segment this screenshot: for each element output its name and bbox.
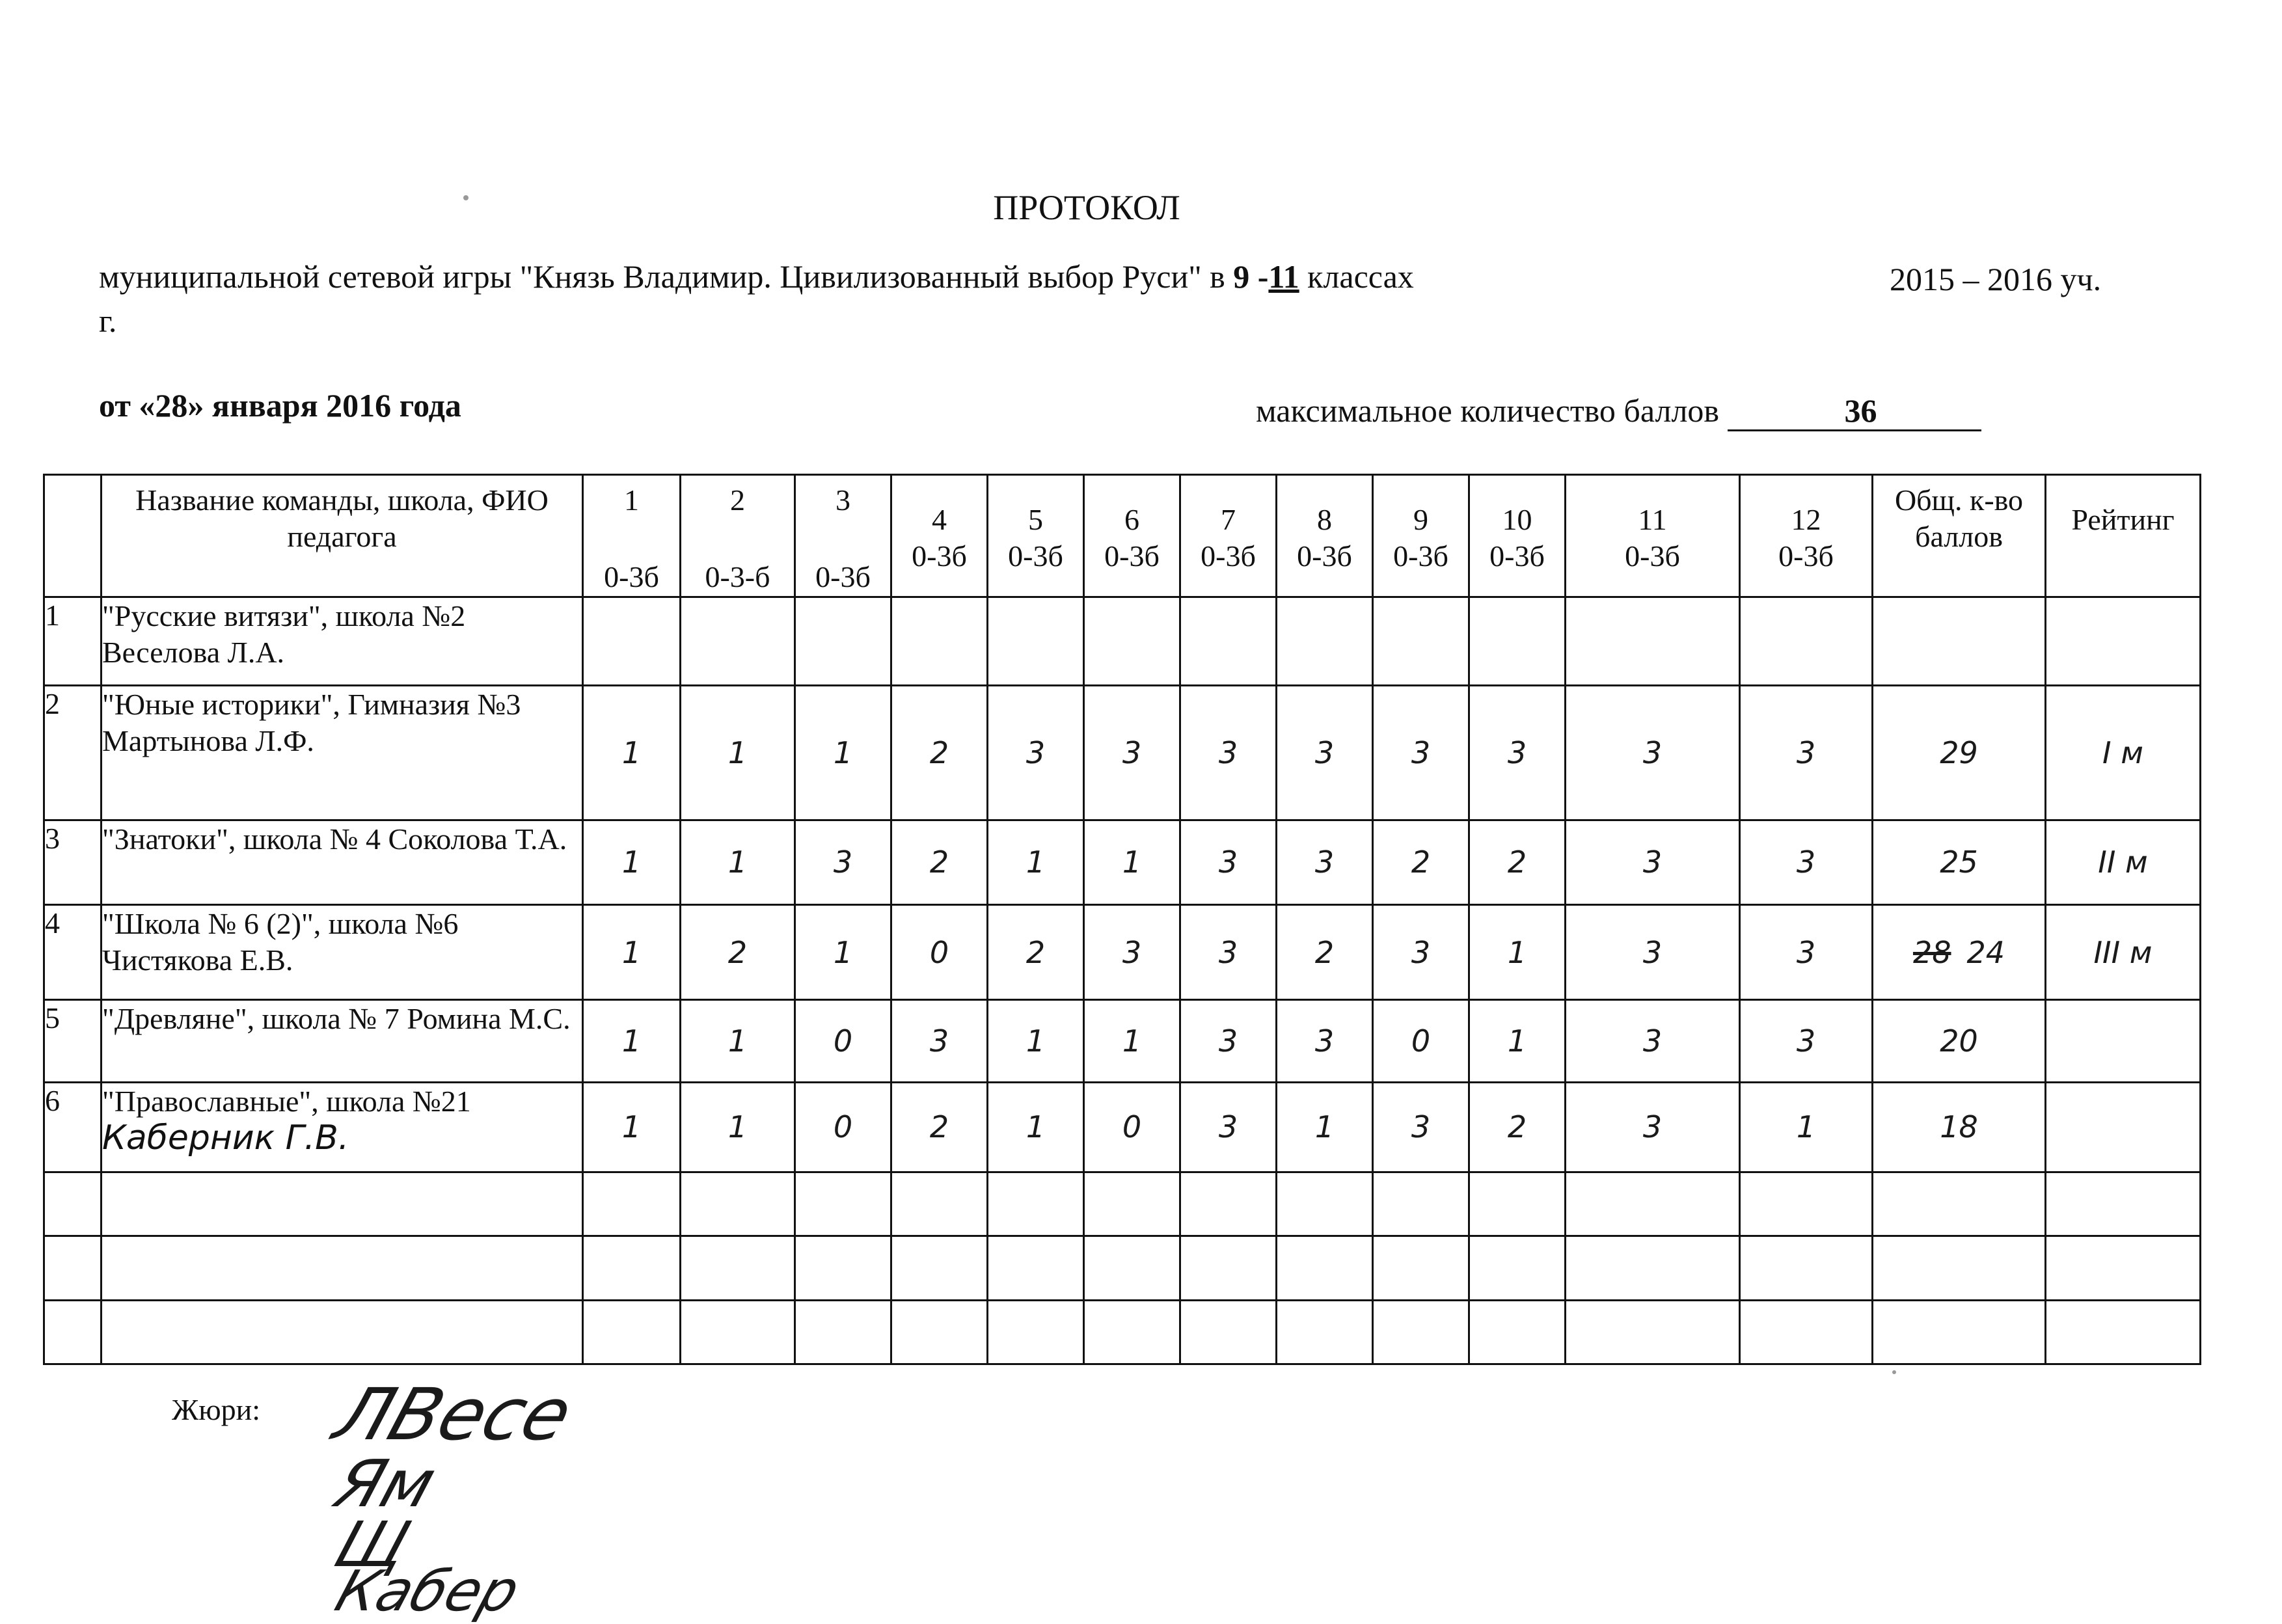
event-subtitle xyxy=(99,258,1414,295)
rating-cell: III м xyxy=(2046,904,2201,999)
header-team: Название команды, школа, ФИО педагога xyxy=(102,475,583,597)
score-q2 xyxy=(681,597,795,685)
total-cell xyxy=(1873,597,2046,685)
header-q2: 2 0-3-б xyxy=(681,475,795,597)
score-q2: 1 xyxy=(681,1000,795,1082)
team-cell: "Православные", школа №21 Каберник Г.В. xyxy=(102,1082,583,1172)
total-value: 25 xyxy=(1940,845,1978,880)
row-number: 4 xyxy=(44,904,102,999)
results-table xyxy=(43,474,2201,1365)
score-q11: 3 xyxy=(1566,904,1740,999)
team-cell: "Древляне", школа № 7 Ромина М.С. xyxy=(102,1000,583,1082)
table-row-empty xyxy=(44,1172,2201,1236)
subtitle-prefix: муниципальной сетевой игры "Князь Владимир. Цивилизованный выбор Руси" в xyxy=(99,258,1234,295)
score-q7: 3 xyxy=(1180,904,1277,999)
score-q1: 1 xyxy=(583,1000,681,1082)
score-q10: 2 xyxy=(1469,820,1566,904)
score-q6: 3 xyxy=(1084,904,1180,999)
rating-cell: I м xyxy=(2046,685,2201,820)
header-q7: 7 0-3б xyxy=(1180,475,1277,597)
score-q12: 3 xyxy=(1740,820,1873,904)
score-q5: 1 xyxy=(988,1000,1084,1082)
score-q11: 3 xyxy=(1566,1082,1740,1172)
score-q5 xyxy=(988,597,1084,685)
handwritten-teacher: Каберник Г.В. xyxy=(102,1118,349,1157)
score-q10 xyxy=(1469,597,1566,685)
score-q7: 3 xyxy=(1180,685,1277,820)
scan-speck xyxy=(1892,1370,1896,1374)
score-q2: 1 xyxy=(681,1082,795,1172)
header-total: Общ. к-во баллов xyxy=(1873,475,2046,597)
score-q1 xyxy=(583,597,681,685)
header-row xyxy=(44,475,2201,597)
max-points xyxy=(1256,392,1981,431)
team-cell: "Юные историки", Гимназия №3 Мартынова Л.Ф. xyxy=(102,685,583,820)
header-q4: 4 0-3б xyxy=(891,475,988,597)
jury-signature: ЛВесе xyxy=(325,1373,582,1456)
score-q1: 1 xyxy=(583,685,681,820)
score-q11: 3 xyxy=(1566,820,1740,904)
academic-years-cont: г. xyxy=(99,303,117,339)
score-q1: 1 xyxy=(583,904,681,999)
header-q1: 1 0-3б xyxy=(583,475,681,597)
score-q7 xyxy=(1180,597,1277,685)
score-q7: 3 xyxy=(1180,820,1277,904)
total-cell xyxy=(1873,685,2046,820)
score-q3: 3 xyxy=(795,820,891,904)
score-q10: 2 xyxy=(1469,1082,1566,1172)
header-q12: 12 0-3б xyxy=(1740,475,1873,597)
jury-signature: Ям xyxy=(325,1446,445,1522)
header-q9: 9 0-3б xyxy=(1373,475,1469,597)
table-row xyxy=(44,904,2201,999)
score-q3: 1 xyxy=(795,685,891,820)
score-q5: 2 xyxy=(988,904,1084,999)
score-q12 xyxy=(1740,597,1873,685)
score-q1: 1 xyxy=(583,1082,681,1172)
score-q4: 2 xyxy=(891,685,988,820)
score-q6 xyxy=(1084,597,1180,685)
scan-speck xyxy=(463,195,469,200)
rating-cell: II м xyxy=(2046,820,2201,904)
row-number: 5 xyxy=(44,1000,102,1082)
score-q11: 3 xyxy=(1566,1000,1740,1082)
score-q7: 3 xyxy=(1180,1000,1277,1082)
row-number: 1 xyxy=(44,597,102,685)
score-q7: 3 xyxy=(1180,1082,1277,1172)
score-q12: 3 xyxy=(1740,685,1873,820)
rating-cell xyxy=(2046,597,2201,685)
header-q11: 11 0-3б xyxy=(1566,475,1740,597)
score-q9 xyxy=(1373,597,1469,685)
score-q1: 1 xyxy=(583,820,681,904)
score-q2: 2 xyxy=(681,904,795,999)
score-q6: 1 xyxy=(1084,820,1180,904)
score-q9: 3 xyxy=(1373,1082,1469,1172)
table-row xyxy=(44,685,2201,820)
table-row xyxy=(44,1082,2201,1172)
score-q8: 3 xyxy=(1277,820,1373,904)
rating-cell xyxy=(2046,1082,2201,1172)
score-q12: 1 xyxy=(1740,1082,1873,1172)
score-q9: 3 xyxy=(1373,904,1469,999)
team-cell: "Знатоки", школа № 4 Соколова Т.А. xyxy=(102,820,583,904)
total-value: 18 xyxy=(1940,1109,1978,1145)
score-q8: 2 xyxy=(1277,904,1373,999)
score-q11: 3 xyxy=(1566,685,1740,820)
max-points-label: максимальное количество баллов xyxy=(1256,392,1728,429)
grade-to: 11 xyxy=(1268,258,1299,295)
score-q12: 3 xyxy=(1740,904,1873,999)
rating-cell xyxy=(2046,1000,2201,1082)
score-q10: 3 xyxy=(1469,685,1566,820)
header-q3: 3 0-3б xyxy=(795,475,891,597)
header-q5: 5 0-3б xyxy=(988,475,1084,597)
grade-dash: - xyxy=(1249,258,1269,295)
total-cell xyxy=(1873,1000,2046,1082)
academic-years: 2015 – 2016 уч. xyxy=(1890,261,2102,297)
header-q6: 6 0-3б xyxy=(1084,475,1180,597)
score-q4: 0 xyxy=(891,904,988,999)
score-q12: 3 xyxy=(1740,1000,1873,1082)
row-number: 3 xyxy=(44,820,102,904)
total-cell xyxy=(1873,904,2046,999)
score-q8: 3 xyxy=(1277,685,1373,820)
table-row-empty xyxy=(44,1300,2201,1364)
score-q2: 1 xyxy=(681,820,795,904)
team-cell: "Русские витязи", школа №2 Веселова Л.А. xyxy=(102,597,583,685)
total-value: 29 xyxy=(1940,735,1978,770)
max-points-value: 36 xyxy=(1786,392,1981,431)
grade-from: 9 xyxy=(1233,258,1250,295)
header-q8: 8 0-3б xyxy=(1277,475,1373,597)
score-q10: 1 xyxy=(1469,904,1566,999)
score-q3: 1 xyxy=(795,904,891,999)
score-q9: 3 xyxy=(1373,685,1469,820)
score-q11 xyxy=(1566,597,1740,685)
table-row xyxy=(44,1000,2201,1082)
score-q4: 2 xyxy=(891,1082,988,1172)
total-value: 24 xyxy=(1966,934,2005,970)
score-q8: 1 xyxy=(1277,1082,1373,1172)
score-q4: 3 xyxy=(891,1000,988,1082)
score-q8: 3 xyxy=(1277,1000,1373,1082)
total-cell xyxy=(1873,1082,2046,1172)
table-row xyxy=(44,597,2201,685)
jury-signature: Кабер xyxy=(327,1559,528,1624)
score-q3: 0 xyxy=(795,1000,891,1082)
header-q10: 10 0-3б xyxy=(1469,475,1566,597)
score-q3 xyxy=(795,597,891,685)
total-value: 20 xyxy=(1940,1023,1978,1059)
score-q5: 1 xyxy=(988,1082,1084,1172)
team-cell: "Школа № 6 (2)", школа №6 Чистякова Е.В. xyxy=(102,904,583,999)
score-q9: 0 xyxy=(1373,1000,1469,1082)
score-q6: 0 xyxy=(1084,1082,1180,1172)
jury-signature: Щ xyxy=(326,1508,419,1581)
score-q8 xyxy=(1277,597,1373,685)
score-q6: 3 xyxy=(1084,685,1180,820)
jury-label: Жюри: xyxy=(172,1393,260,1426)
row-number: 2 xyxy=(44,685,102,820)
score-q4 xyxy=(891,597,988,685)
header-rating: Рейтинг xyxy=(2046,475,2201,597)
score-q5: 3 xyxy=(988,685,1084,820)
score-q2: 1 xyxy=(681,685,795,820)
score-q4: 2 xyxy=(891,820,988,904)
row-number: 6 xyxy=(44,1082,102,1172)
total-cell xyxy=(1873,820,2046,904)
score-q5: 1 xyxy=(988,820,1084,904)
protocol-date: от «28» января 2016 года xyxy=(99,387,461,424)
page-title: ПРОТОКОЛ xyxy=(993,188,1180,227)
score-q6: 1 xyxy=(1084,1000,1180,1082)
score-q10: 1 xyxy=(1469,1000,1566,1082)
table-row xyxy=(44,820,2201,904)
subtitle-suffix: классах xyxy=(1299,258,1414,295)
crossed-total: 28 xyxy=(1912,934,1951,970)
header-number xyxy=(44,475,102,597)
table-row-empty xyxy=(44,1236,2201,1300)
score-q9: 2 xyxy=(1373,820,1469,904)
score-q3: 0 xyxy=(795,1082,891,1172)
